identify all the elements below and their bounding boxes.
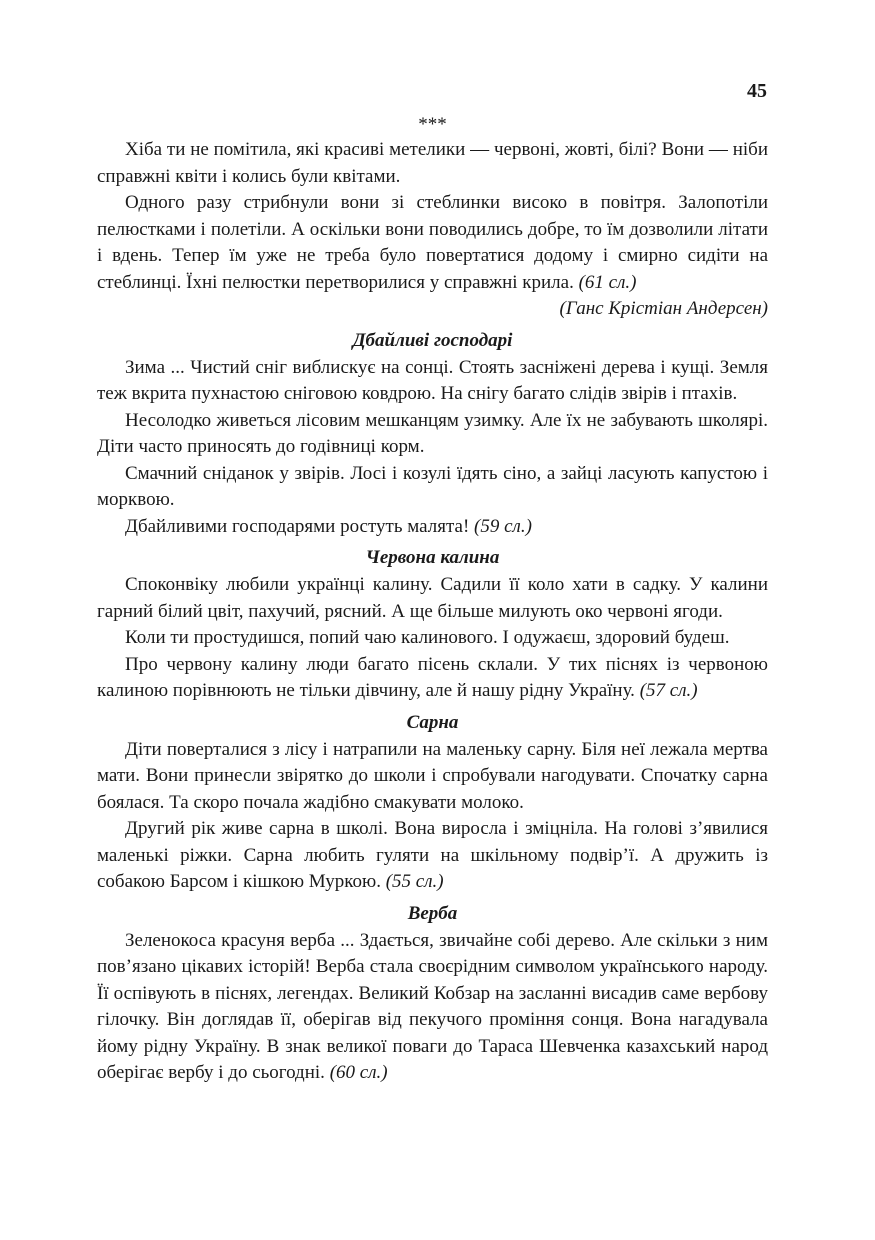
paragraph [97,514,768,541]
page-number: 45 [747,80,767,102]
separator: *** [418,114,447,135]
paragraph [97,816,768,896]
paragraph-text: Зима ... Чистий сніг виблискує на сонці. Стоять засніжені дерева і кущі. Земля теж вкрита пухнастою сніговою ковдрою. На снігу багато слідів звірів і птахів. [97,356,768,404]
paragraph-text: Другий рік живе сарна в школі. Вона виросла і зміцніла. На голові з’явилися маленькі ріжки. Сарна любить гуляти на шкільному подвір’ї. А дружить із собакою Барсом і кішкою Муркою. [97,818,768,892]
section-title: Дбайливі господарі [352,329,513,351]
paragraph-text: Споконвіку любили українці калину. Садили її коло хати в садку. У калини гарний білий цвіт, пахучий, рясний. А ще більше милують око червоні ягоди. [97,574,768,622]
word-count: (61 сл.) [578,271,637,293]
paragraph [97,625,768,652]
paragraph [97,652,768,705]
paragraph [97,190,768,296]
paragraph-text: Смачний сніданок у звірів. Лосі і козулі їдять сіно, а зайці ласують капустою і морквою. [97,462,768,510]
paragraph [97,572,768,625]
word-count: (59 сл.) [474,515,532,537]
paragraph-text: Одного разу стрибнули вони зі стеблинки високо в повітря. Залопотіли пелюстками і полетіли. А оскільки вони поводились добре, то їм дозволили літати і вдень. Тепер їм уже не треба було повертатися додому і смирно сидіти на стеблинці. Їхні пелюстки перетворилися у справжні крила. [97,192,768,293]
word-count: (57 сл.) [639,680,698,701]
paragraph-text: Хіба ти не помітила, які красиві метелики — червоні, жовті, білі? Вони — ніби справжні квіти і колись були квітами. [97,139,768,187]
page-content [97,114,768,1087]
section-title: Верба [407,902,458,924]
paragraph [97,461,768,514]
section-title: Червона калина [365,547,500,568]
section-title: Сарна [406,711,459,733]
paragraph [97,355,768,408]
paragraph [97,137,768,190]
paragraph-text: Про червону калину люди багато пісень склали. У тих піснях із червоною калиною порівнюють не тільки дівчину, але й нашу рідну Україну. [97,653,768,701]
paragraph-text: Дбайливими господарями ростуть малята! [125,515,470,537]
paragraph [97,737,768,817]
word-count: (60 сл.) [329,1062,388,1083]
author-attribution: (Ганс Крістіан Андерсен) [559,298,768,319]
paragraph-text: Несолодко живеться лісовим мешканцям узимку. Але їх не забувають школярі. Діти часто приносять до годівниці корм. [97,409,768,457]
paragraph-text: Коли ти простудишся, попий чаю калинового. І одужаєш, здоровий будеш. [125,627,730,648]
paragraph-text: Діти поверталися з лісу і натрапили на маленьку сарну. Біля неї лежала мертва мати. Вони принесли звірятко до школи і спробували нагодувати. Спочатку сарна боялася. Та скоро почала жадібно смакувати молоко. [97,738,768,813]
paragraph [97,928,768,1087]
word-count: (55 сл.) [385,871,444,892]
paragraph-text: Зеленокоса красуня верба ... Здається, звичайне собі дерево. Але скільки з ним пов’язано цікавих історій! Верба стала своєрідним символом українського народу. Її оспівують в піснях, легендах. Великий Кобзар на засланні висадив саме вербову гілочку. Він доглядав її, оберігав від пекучого проміння сонця. Вона нагадувала йому рідну Україну. В знак великої поваги до Тараса Шевченка казахський народ оберігає вербу і до сьогодні. [97,929,768,1083]
paragraph [97,408,768,461]
